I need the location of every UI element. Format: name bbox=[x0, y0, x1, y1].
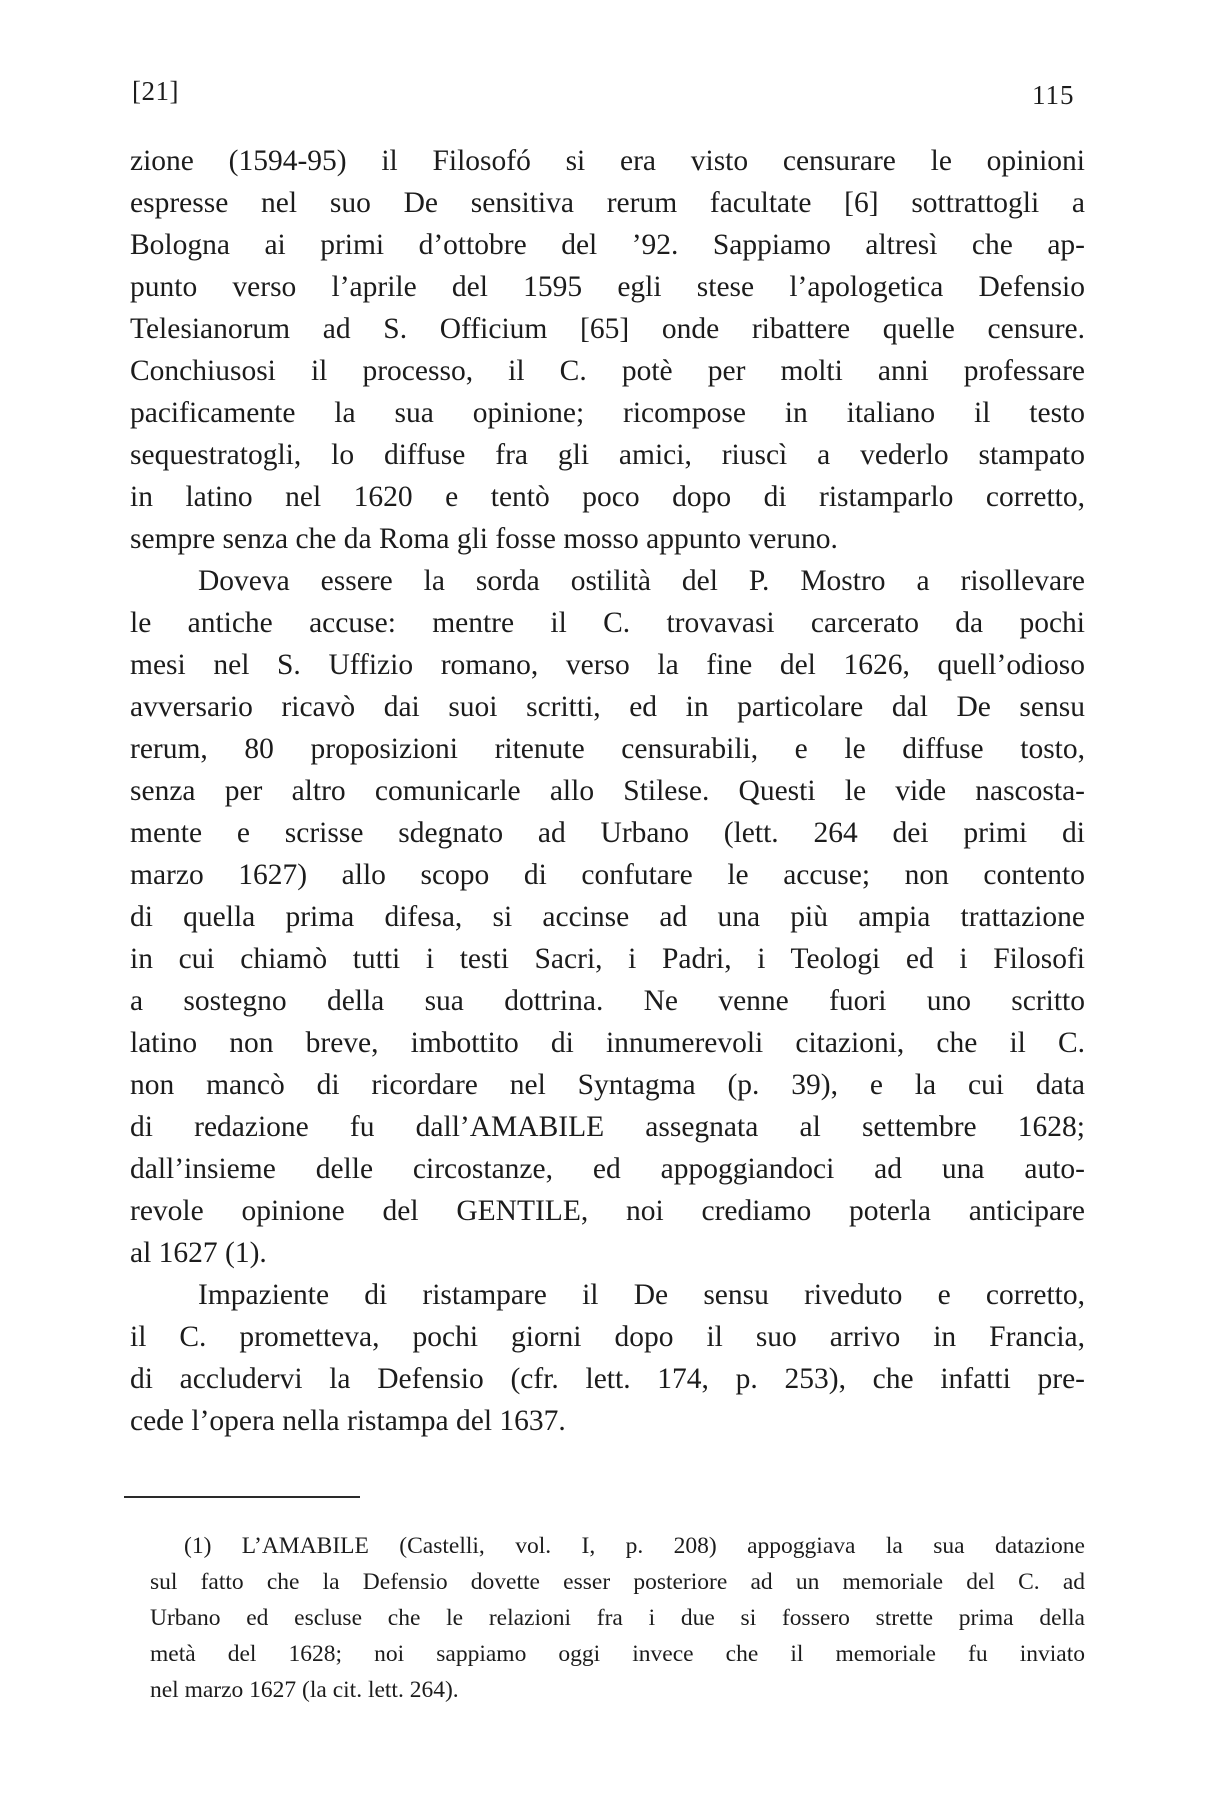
text-line: latino non breve, imbottito di innumerevoli citazioni, che il C. bbox=[130, 1027, 1085, 1059]
text-line: zione (1594-95) il Filosofó si era visto censurare le opinioni bbox=[130, 145, 1085, 177]
text-line: espresse nel suo De sensitiva rerum facultate [6] sottrattogli a bbox=[130, 187, 1085, 219]
text-line: rerum, 80 proposizioni ritenute censurabili, e le diffuse tosto, bbox=[130, 733, 1085, 765]
text-line: pacificamente la sua opinione; ricompose in italiano il testo bbox=[130, 397, 1085, 429]
text-line: il C. prometteva, pochi giorni dopo il suo arrivo in Francia, bbox=[130, 1321, 1085, 1353]
text-line: di redazione fu dall’AMABILE assegnata al settembre 1628; bbox=[130, 1111, 1085, 1143]
text-line: Telesianorum ad S. Officium [65] onde ribattere quelle censure. bbox=[130, 313, 1085, 345]
text-line: di accludervi la Defensio (cfr. lett. 174, p. 253), che infatti pre- bbox=[130, 1363, 1085, 1395]
footnote-divider bbox=[124, 1496, 360, 1498]
text-line: di quella prima difesa, si accinse ad una più ampia trattazione bbox=[130, 901, 1085, 933]
text-line: Conchiusosi il processo, il C. potè per molti anni professare bbox=[130, 355, 1085, 387]
footnote-line: sul fatto che la Defensio dovette esser posteriore ad un memoriale del C. ad bbox=[150, 1569, 1085, 1595]
text-line: revole opinione del GENTILE, noi crediamo poterla anticipare bbox=[130, 1195, 1085, 1227]
text-line: Bologna ai primi d’ottobre del ’92. Sappiamo altresì che ap- bbox=[130, 229, 1085, 261]
text-line: le antiche accuse: mentre il C. trovavasi carcerato da pochi bbox=[130, 607, 1085, 639]
text-line: sequestratogli, lo diffuse fra gli amici, riuscì a vederlo stampato bbox=[130, 439, 1085, 471]
footnote-line: nel marzo 1627 (la cit. lett. 264). bbox=[150, 1677, 459, 1703]
text-line: a sostegno della sua dottrina. Ne venne fuori uno scritto bbox=[130, 985, 1085, 1017]
text-line: marzo 1627) allo scopo di confutare le accuse; non contento bbox=[130, 859, 1085, 891]
text-line: mesi nel S. Uffizio romano, verso la fine del 1626, quell’odioso bbox=[130, 649, 1085, 681]
text-line: al 1627 (1). bbox=[130, 1237, 267, 1269]
footnote bbox=[150, 1528, 1085, 1708]
text-line: cede l’opera nella ristampa del 1637. bbox=[130, 1405, 566, 1437]
text-line: Doveva essere la sorda ostilità del P. Mostro a risollevare bbox=[198, 565, 1085, 597]
text-line: avversario ricavò dai suoi scritti, ed in particolare dal De sensu bbox=[130, 691, 1085, 723]
text-line: dall’insieme delle circostanze, ed appoggiandoci ad una auto- bbox=[130, 1153, 1085, 1185]
text-line: punto verso l’aprile del 1595 egli stese l’apologetica Defensio bbox=[130, 271, 1085, 303]
footnote-line: (1) L’AMABILE (Castelli, vol. I, p. 208) appoggiava la sua datazione bbox=[184, 1533, 1085, 1559]
footnote-line: metà del 1628; noi sappiamo oggi invece che il memoriale fu inviato bbox=[150, 1641, 1085, 1667]
text-line: sempre senza che da Roma gli fosse mosso appunto veruno. bbox=[130, 523, 838, 555]
page-number: [21] bbox=[132, 76, 179, 106]
text-line: mente e scrisse sdegnato ad Urbano (lett. 264 dei primi di bbox=[130, 817, 1085, 849]
footnote-line: Urbano ed escluse che le relazioni fra i due si fossero strette prima della bbox=[150, 1605, 1085, 1631]
text-line: non mancò di ricordare nel Syntagma (p. 39), e la cui data bbox=[130, 1069, 1085, 1101]
text-line: senza per altro comunicarle allo Stilese. Questi le vide nascosta- bbox=[130, 775, 1085, 807]
text-line: in latino nel 1620 e tentò poco dopo di ristamparlo corretto, bbox=[130, 481, 1085, 513]
main-text bbox=[130, 140, 1085, 1442]
folio-number: 115 bbox=[1032, 80, 1075, 110]
text-line: in cui chiamò tutti i testi Sacri, i Padri, i Teologi ed i Filosofi bbox=[130, 943, 1085, 975]
text-line: Impaziente di ristampare il De sensu riveduto e corretto, bbox=[198, 1279, 1085, 1311]
